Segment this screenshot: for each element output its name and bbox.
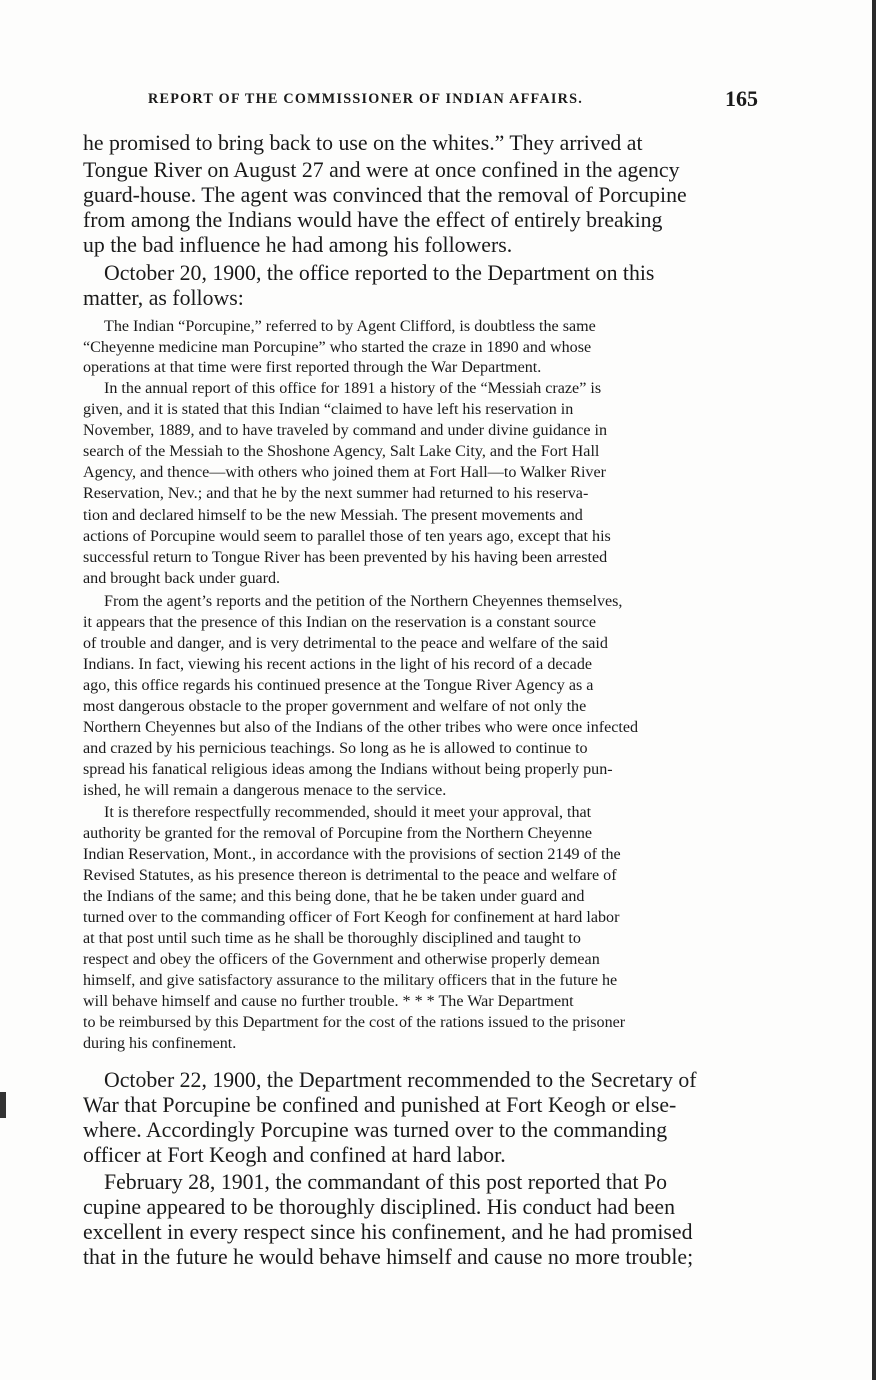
text-line: Revised Statutes, as his presence thereon is detrimental to the peace and welfare of xyxy=(83,867,617,884)
text-line: Indian Reservation, Mont., in accordance with the provisions of section 2149 of the xyxy=(83,846,621,863)
text-line: tion and declared himself to be the new Messiah. The present movements and xyxy=(83,507,583,524)
text-line: The Indian “Porcupine,” referred to by Agent Clifford, is doubtless the same xyxy=(104,318,596,335)
text-line: the Indians of the same; and this being done, that he be taken under guard and xyxy=(83,888,585,905)
text-line: operations at that time were first reported through the War Department. xyxy=(83,359,542,376)
text-line: and brought back under guard. xyxy=(83,570,281,587)
text-line: himself, and give satisfactory assurance to the military officers that in the future he xyxy=(83,972,618,989)
text-line: From the agent’s reports and the petition of the Northern Cheyennes themselves, xyxy=(104,593,623,610)
text-line: officer at Fort Keogh and confined at hard labor. xyxy=(83,1143,506,1167)
page-edge xyxy=(872,0,876,1380)
text-line: spread his fanatical religious ideas among the Indians without being properly pun- xyxy=(83,761,613,778)
text-line: most dangerous obstacle to the proper government and welfare of not only the xyxy=(83,698,587,715)
text-line: October 22, 1900, the Department recommended to the Secretary of xyxy=(104,1068,697,1092)
text-line: at that post until such time as he shall be thoroughly disciplined and taught to xyxy=(83,930,581,947)
header-title: REPORT OF THE COMMISSIONER OF INDIAN AFFAIRS. xyxy=(148,91,584,107)
page-number: 165 xyxy=(725,86,758,111)
text-line: up the bad influence he had among his followers. xyxy=(83,233,513,257)
text-line: November, 1889, and to have traveled by command and under divine guidance in xyxy=(83,422,608,439)
text-line: authority be granted for the removal of Porcupine from the Northern Cheyenne xyxy=(83,825,593,842)
text-line: actions of Porcupine would seem to parallel those of ten years ago, except that his xyxy=(83,528,611,545)
text-line: October 20, 1900, the office reported to the Department on this xyxy=(104,261,655,285)
text-line: will behave himself and cause no further trouble. * * * The War Department xyxy=(83,993,574,1010)
text-line: where. Accordingly Porcupine was turned over to the commanding xyxy=(83,1118,668,1142)
text-line: of trouble and danger, and is very detrimental to the peace and welfare of the said xyxy=(83,635,608,652)
text-line: ished, he will remain a dangerous menace to the service. xyxy=(83,782,447,799)
text-line: Indians. In fact, viewing his recent actions in the light of his record of a decade xyxy=(83,656,593,673)
text-line: successful return to Tongue River has been prevented by his having been arrested xyxy=(83,549,608,566)
text-line: search of the Messiah to the Shoshone Agency, Salt Lake City, and the Fort Hall xyxy=(83,443,600,460)
text-line: given, and it is stated that this Indian “claimed to have left his reservation in xyxy=(83,401,574,418)
text-line: War that Porcupine be confined and punished at Fort Keogh or else- xyxy=(83,1093,677,1117)
text-line: In the annual report of this office for 1891 a history of the “Messiah craze” is xyxy=(104,380,602,397)
text-line: he promised to bring back to use on the whites.” They arrived at xyxy=(83,131,643,155)
text-line: Tongue River on August 27 and were at once confined in the agency xyxy=(83,158,680,182)
text-line: “Cheyenne medicine man Porcupine” who started the craze in 1890 and whose xyxy=(83,339,592,356)
text-line: Agency, and thence—with others who joined them at Fort Hall—to Walker River xyxy=(83,464,606,481)
page-edge-mark xyxy=(0,1092,6,1118)
text-line: Reservation, Nev.; and that he by the next summer had returned to his reserva- xyxy=(83,485,589,502)
text-line: from among the Indians would have the effect of entirely breaking xyxy=(83,208,663,232)
text-line: Northern Cheyennes but also of the Indians of the other tribes who were once infected xyxy=(83,719,639,736)
text-line: to be reimbursed by this Department for the cost of the rations issued to the prisoner xyxy=(83,1014,626,1031)
text-line: that in the future he would behave himself and cause no more trouble; xyxy=(83,1245,694,1269)
text-line: guard-house. The agent was convinced that the removal of Porcupine xyxy=(83,183,687,207)
text-line: It is therefore respectfully recommended, should it meet your approval, that xyxy=(104,804,592,821)
text-line: it appears that the presence of this Indian on the reservation is a constant source xyxy=(83,614,597,631)
text-line: February 28, 1901, the commandant of this post reported that Po xyxy=(104,1170,667,1194)
text-line: during his confinement. xyxy=(83,1035,237,1052)
text-line: turned over to the commanding officer of Fort Keogh for confinement at hard labor xyxy=(83,909,620,926)
running-header xyxy=(148,86,758,116)
text-line: ago, this office regards his continued presence at the Tongue River Agency as a xyxy=(83,677,594,694)
text-line: cupine appeared to be thoroughly disciplined. His conduct had been xyxy=(83,1195,675,1219)
text-line: excellent in every respect since his confinement, and he had promised xyxy=(83,1220,693,1244)
text-line: and crazed by his pernicious teachings. So long as he is allowed to continue to xyxy=(83,740,588,757)
text-line: respect and obey the officers of the Government and otherwise properly demean xyxy=(83,951,600,968)
text-line: matter, as follows: xyxy=(83,286,244,310)
